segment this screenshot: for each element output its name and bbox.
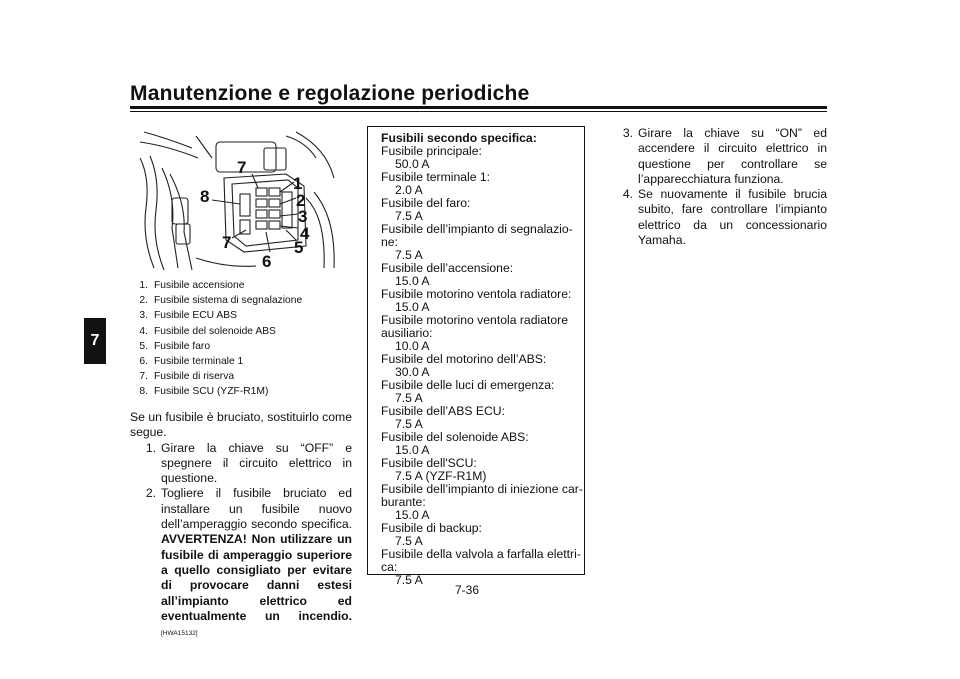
spec-item-name: Fusibile dell'SCU:	[381, 456, 477, 470]
legend-item: 4. Fusibile del solenoide ABS	[139, 325, 276, 337]
intro-paragraph: Se un fusibile è bruciato, sostituirlo come segue.	[130, 410, 352, 440]
spec-item	[381, 548, 584, 587]
header-rule-thin	[130, 111, 827, 112]
spec-item-value: 15.0 A	[395, 300, 430, 314]
callout-6: 6	[262, 252, 272, 271]
spec-item	[381, 223, 584, 262]
spec-item	[381, 405, 584, 431]
spec-item-name: Fusibile delle luci di emergenza:	[381, 378, 555, 392]
spec-item	[381, 431, 584, 457]
step-item: 2. Togliere il fusibile bruciato ed installare un fusibile nuovo dell’amperaggio secondo specifica. AVVERTENZA! Non utilizzare un fusibile di amperaggio superiore a quello consigliato per evitare di provocare danni estesi all’impianto elettrico ed eventualmente un incendio.[HWA15132]	[145, 486, 352, 638]
callout-7-top: 7	[237, 158, 247, 177]
header-rule-thick	[130, 106, 827, 109]
callout-1: 1	[293, 174, 303, 193]
legend-item: 5. Fusibile faro	[139, 340, 211, 352]
spec-item	[381, 483, 584, 522]
spec-item-value: 15.0 A	[395, 443, 430, 457]
spec-list	[381, 145, 584, 587]
page-number: 7-36	[455, 583, 480, 597]
spec-item-name: Fusibile dell’impianto di segnalazione:	[381, 222, 573, 249]
spec-item-value: 30.0 A	[395, 365, 430, 379]
warning-text: AVVERTENZA! Non utilizzare un fusibile di amperaggio superiore a quello consigliato per evitare di provocare danni estesi all’impianto elettrico ed eventualmente un incendio.	[161, 532, 352, 623]
fuse-spec-box	[367, 126, 585, 587]
callout-8: 8	[200, 187, 210, 206]
spec-item-value: 7.5 A	[395, 573, 423, 587]
spec-item-name: Fusibile motorino ventola radiatore ausiliario:	[381, 313, 568, 340]
callout-2: 2	[296, 191, 306, 210]
spec-item-name: Fusibile motorino ventola radiatore:	[381, 287, 572, 301]
spec-item-value: 7.5 A	[395, 209, 423, 223]
step-item: 1. Girare la chiave su “OFF” e spegnere il circuito elettrico in questione.	[145, 440, 352, 486]
spec-item-name: Fusibile di backup:	[381, 521, 482, 535]
callout-7-bottom: 7	[222, 233, 232, 252]
step-item: 3. Girare la chiave su “ON” ed accendere il circuito elettrico in questione per controllare se l’apparecchiatura funziona.	[622, 126, 827, 186]
legend-item: 2. Fusibile sistema di segnalazione	[139, 295, 303, 307]
spec-item	[381, 197, 584, 223]
spec-item-value: 50.0 A	[395, 157, 430, 171]
legend-item: 6. Fusibile terminale 1	[139, 356, 244, 368]
spec-title: Fusibili secondo specifica:	[381, 131, 537, 145]
callout-3: 3	[298, 207, 308, 226]
fuse-box-drawing	[136, 128, 342, 274]
spec-item	[381, 288, 584, 314]
callout-5: 5	[294, 238, 304, 257]
step-item: 4. Se nuovamente il fusibile brucia subito, fare controllare l’impianto elettrico da un concessionario Yamaha.	[622, 187, 827, 248]
spec-item-value: 10.0 A	[395, 339, 430, 353]
spec-item-name: Fusibile della valvola a farfalla elettrica:	[381, 547, 581, 574]
spec-item-name: Fusibile del faro:	[381, 196, 471, 210]
spec-item-value: 15.0 A	[395, 274, 430, 288]
spec-item	[381, 145, 584, 171]
spec-item-name: Fusibile terminale 1:	[381, 170, 491, 184]
spec-item-value: 7.5 A	[395, 248, 423, 262]
spec-item-value: 2.0 A	[395, 183, 423, 197]
replacement-instructions	[130, 410, 352, 641]
spec-item	[381, 171, 584, 197]
spec-item	[381, 314, 584, 353]
spec-item	[381, 457, 584, 483]
legend-item: 3. Fusibile ECU ABS	[139, 310, 237, 322]
figure-legend	[128, 278, 358, 400]
legend-item: 8. Fusibile SCU (YZF-R1M)	[139, 386, 269, 398]
spec-item-value: 7.5 A	[395, 534, 423, 548]
spec-item	[381, 353, 584, 379]
spec-item-name: Fusibile dell’ABS ECU:	[381, 404, 505, 418]
spec-item-name: Fusibile principale:	[381, 144, 482, 158]
legend-item: 7. Fusibile di riserva	[139, 371, 235, 383]
warning-code: [HWA15132]	[161, 630, 198, 638]
spec-item-name: Fusibile dell’accensione:	[381, 261, 514, 275]
spec-item-value: 7.5 A (YZF-R1M)	[395, 469, 487, 483]
spec-item-name: Fusibile dell’impianto di iniezione carburante:	[381, 482, 583, 509]
spec-item-name: Fusibile del motorino dell’ABS:	[381, 352, 547, 366]
spec-item-value: 7.5 A	[395, 391, 423, 405]
spec-item	[381, 262, 584, 288]
spec-item	[381, 522, 584, 548]
callout-4: 4	[300, 224, 310, 243]
spec-item-name: Fusibile del solenoide ABS:	[381, 430, 529, 444]
spec-item	[381, 379, 584, 405]
spec-item-value: 7.5 A	[395, 417, 423, 431]
chapter-tab: 7	[84, 318, 106, 364]
spec-item-value: 15.0 A	[395, 508, 430, 522]
page-title: Manutenzione e regolazione periodiche	[130, 82, 530, 105]
fuse-box-illustration	[136, 128, 342, 274]
legend-item: 1. Fusibile accensione	[139, 280, 245, 291]
right-column-steps	[613, 126, 827, 248]
